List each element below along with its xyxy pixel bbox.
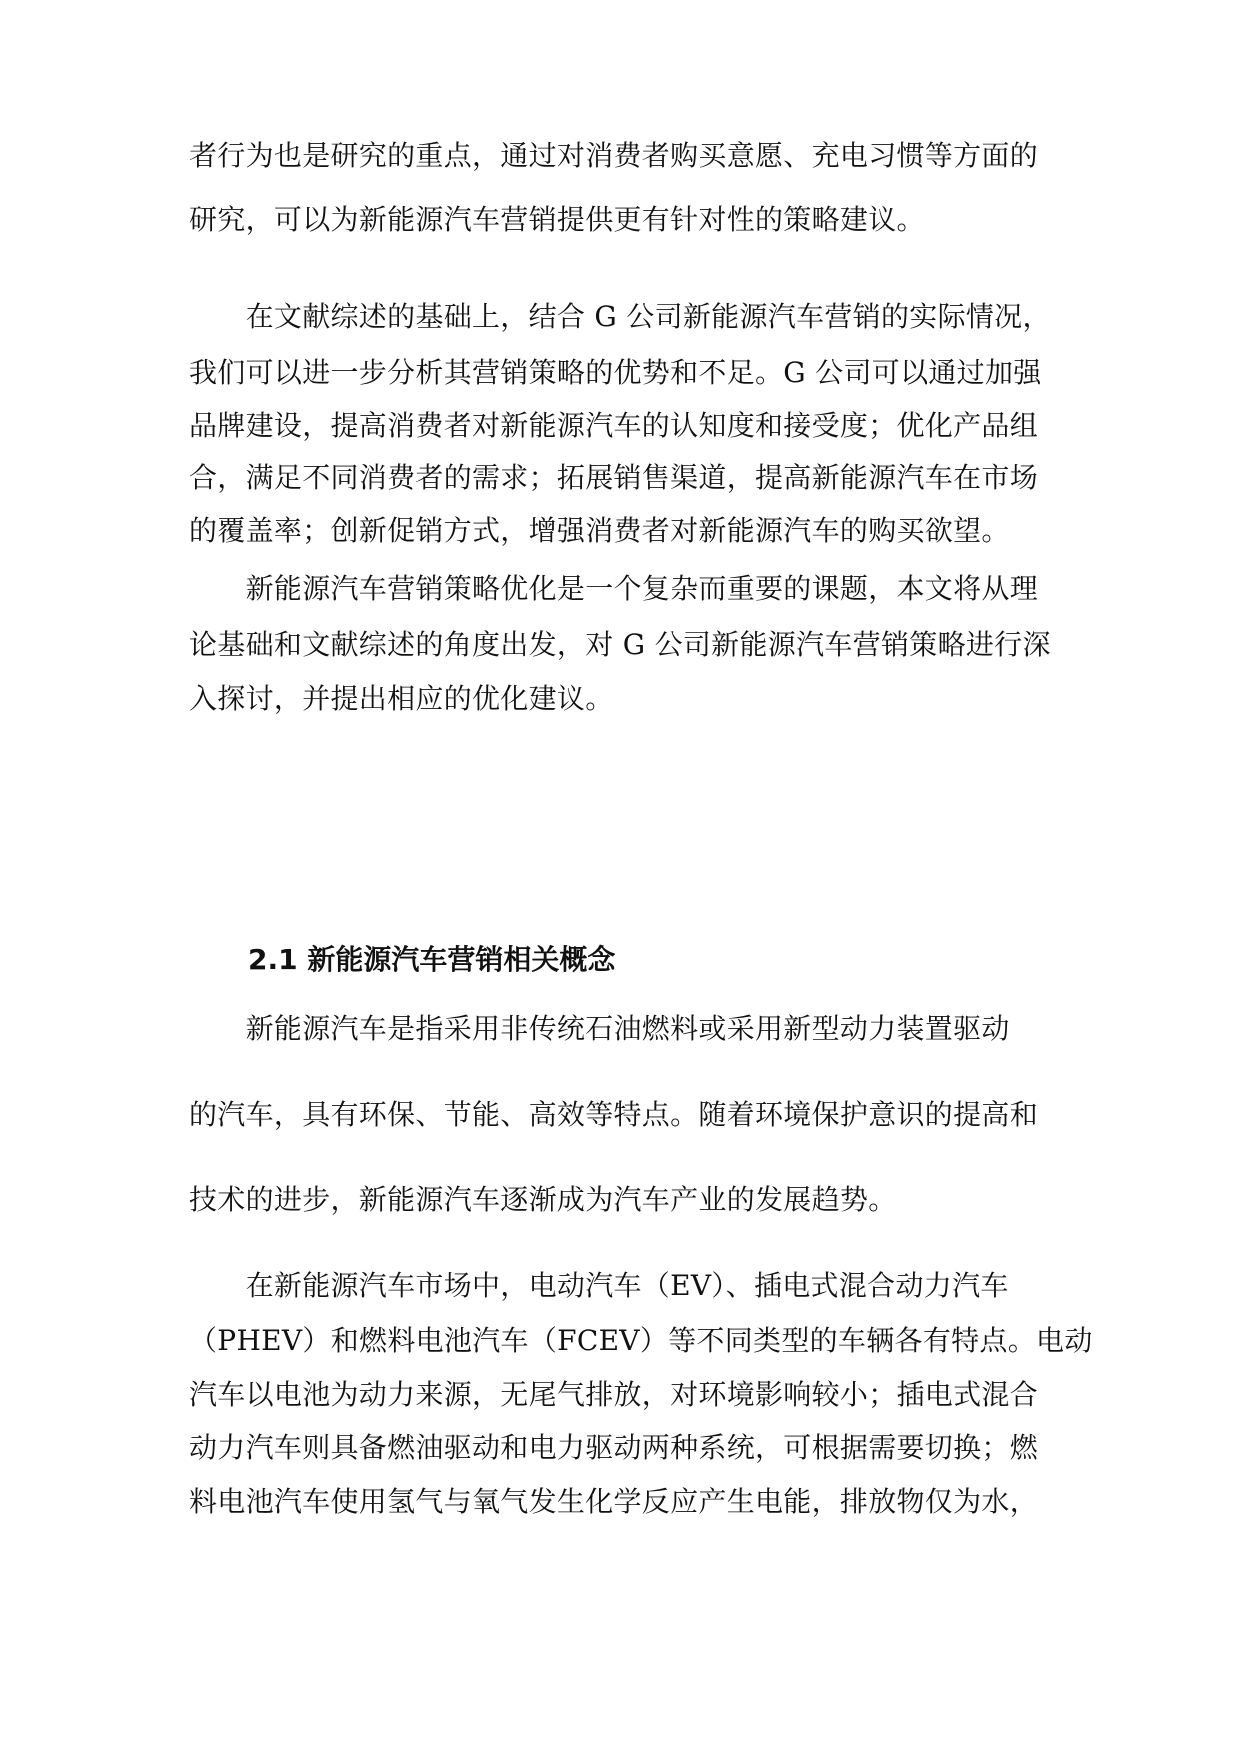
text-line: 动力汽车则具备燃油驱动和电力驱动两种系统，可根据需要切换；燃 xyxy=(189,1431,1039,1464)
text-line: 者行为也是研究的重点，通过对消费者购买意愿、充电习惯等方面的 xyxy=(189,139,1039,172)
text-line: 品牌建设，提高消费者对新能源汽车的认知度和接受度；优化产品组 xyxy=(189,409,1039,442)
paragraph-5 xyxy=(189,1266,1055,1306)
text-line: 汽车以电池为动力来源，无尾气排放，对环境影响较小；插电式混合 xyxy=(189,1378,1039,1411)
text-line: 新能源汽车营销策略优化是一个复杂而重要的课题，本文将从理 xyxy=(189,572,1039,605)
paragraph-5-line-5 xyxy=(189,1482,1055,1522)
text-line: 新能源汽车是指采用非传统石油燃料或采用新型动力装置驱动 xyxy=(189,1012,1010,1045)
paragraph-4-line-2 xyxy=(189,1095,1055,1135)
text-line: 在新能源汽车市场中，电动汽车（EV）、插电式混合动力汽车 xyxy=(189,1269,1009,1302)
paragraph-5-line-2 xyxy=(189,1321,1093,1361)
text-line: 在文献综述的基础上，结合 G 公司新能源汽车营销的实际情况， xyxy=(189,300,1051,333)
paragraph-2-line-2 xyxy=(189,353,1055,393)
paragraph-1 xyxy=(189,136,1055,176)
text-line: 料电池汽车使用氢气与氧气发生化学反应产生电能，排放物仅为水， xyxy=(189,1485,1039,1518)
section-heading: 2.1 新能源汽车营销相关概念 xyxy=(248,943,616,976)
text-line: 研究，可以为新能源汽车营销提供更有针对性的策略建议。 xyxy=(189,203,925,236)
paragraph-5-line-4 xyxy=(189,1428,1055,1468)
paragraph-4-line-3 xyxy=(189,1180,1055,1220)
text-line: 入探讨，并提出相应的优化建议。 xyxy=(189,682,614,715)
text-line: 合，满足不同消费者的需求；拓展销售渠道，提高新能源汽车在市场 xyxy=(189,461,1039,494)
paragraph-3-line-3 xyxy=(189,679,1055,719)
text-line: 的覆盖率；创新促销方式，增强消费者对新能源汽车的购买欲望。 xyxy=(189,514,1010,547)
paragraph-2-line-3 xyxy=(189,406,1055,446)
paragraph-1-cont xyxy=(189,200,1055,240)
paragraph-2-line-5 xyxy=(189,511,1055,551)
paragraph-5-line-3 xyxy=(189,1375,1055,1415)
text-line: （PHEV）和燃料电池汽车（FCEV）等不同类型的车辆各有特点。电动 xyxy=(189,1324,1093,1357)
paragraph-3 xyxy=(189,569,1055,609)
text-line: 的汽车，具有环保、节能、高效等特点。随着环境保护意识的提高和 xyxy=(189,1098,1039,1131)
paragraph-3-line-2 xyxy=(189,625,1055,665)
text-line: 论基础和文献综述的角度出发，对 G 公司新能源汽车营销策略进行深 xyxy=(189,628,1051,661)
text-line: 技术的进步，新能源汽车逐渐成为汽车产业的发展趋势。 xyxy=(189,1183,897,1216)
paragraph-2 xyxy=(189,297,1055,337)
paragraph-2-line-4 xyxy=(189,458,1055,498)
paragraph-4 xyxy=(189,1009,1055,1049)
text-line: 我们可以进一步分析其营销策略的优势和不足。G 公司可以通过加强 xyxy=(189,356,1042,389)
